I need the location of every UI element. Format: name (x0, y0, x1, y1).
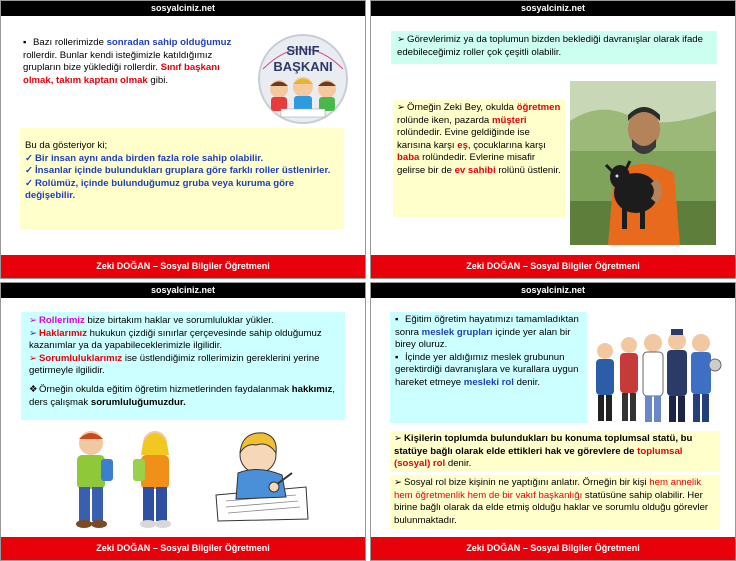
man-with-goat-photo (570, 81, 716, 245)
slide-footer: Zeki DOĞAN – Sosyal Bilgiler Öğretmeni (371, 537, 735, 560)
social-role-box: ➢ Sosyal rol bize kişinin ne yaptığını anlatır. Örneğin bir kişi hem annelik hem öğretmenlik hem de bir vakıf başkanlığı statüsüne sahip olabilir. Her birine bağlı olarak da elde etmiş olduğu haklar ve sorumlu olduğu görevler bulunmaktadır. (390, 475, 720, 529)
diamond-icon: ❖ (29, 383, 38, 395)
bullet-icon: ▪ (23, 37, 27, 48)
badge-text-2: BAŞKANI (273, 59, 333, 74)
check-icon: ✓ (25, 152, 34, 164)
boy-writing-illustration (212, 425, 310, 523)
roles-intro-box: ➢ Görevlerimiz ya da toplumun bizden beklediği davranışlar olarak ifade edebileceğimiz roller çok çeşitli olabilir. (391, 31, 717, 64)
slide-3 (0, 282, 366, 561)
conclusion-intro: Bu da gösteriyor ki; (25, 140, 108, 151)
check-item: ✓ İnsanlar içinde bulundukları gruplara göre farklı roller üstlenirler. (25, 165, 331, 177)
arrow-icon: ➢ (397, 34, 406, 45)
slide-4 (370, 282, 736, 561)
arrow-icon: ➢ (394, 477, 403, 488)
arrow-icon: ➢ (29, 327, 38, 339)
badge-text-1: SINIF (286, 43, 320, 58)
arrow-icon: ➢ (29, 315, 38, 326)
slide-2 (370, 0, 736, 279)
profession-item-groups: ▪ Eğitim öğretim hayatımızı tamamladıktan sonra meslek grupları içinde yer alan bir birey oluruz. (395, 314, 579, 351)
arrow-icon: ➢ (394, 433, 403, 444)
conclusion-box (20, 128, 344, 229)
slide-footer: Zeki DOĞAN – Sosyal Bilgiler Öğretmeni (1, 537, 365, 560)
example-box: ➢ Örneğin Zeki Bey, okulda öğretmen rolünde iken, pazarda müşteri rolündedir. Evine geldiğinde ise karısına karşı eş, çocuklarına karşı baba rolündedir. Evlerine misafir gelirse bir de ev sahibi rolünü üstlenir. (393, 100, 565, 217)
check-icon: ✓ (25, 177, 34, 189)
rights-line-rights: ➢ Haklarımız hukukun çizdiği sınırlar çerçevesinde sahip olduğumuz kazanımlar ya da yapabileceklerimizle ilgilidir. (29, 327, 322, 352)
profession-box (390, 312, 587, 423)
paragraph-acquired-roles: ▪ Bazı rollerimizde sonradan sahip olduğumuz rollerdir. Bunlar kendi isteğimizle katıldığımız grupların bize yüklediği rollerdir. Sınıf başkanı olmak, takım kaptanı olmak gibi. (23, 37, 232, 86)
rights-responsibilities-box (21, 312, 345, 420)
arrow-icon: ➢ (397, 102, 406, 113)
students-illustration (59, 425, 189, 533)
check-item: ✓ Bir insan aynı anda birden fazla role sahip olabilir. (25, 152, 264, 164)
arrow-icon: ➢ (29, 352, 38, 364)
professions-illustration (591, 321, 723, 425)
social-status-box: ➢ Kişilerin toplumda bulundukları bu konuma toplumsal statü, bu statüye bağlı olarak elde ettikleri hak ve görevlere de toplumsal (sosyal) rol denir. (390, 431, 720, 472)
slide-header: sosyalciniz.net (371, 1, 735, 16)
slide-header: sosyalciniz.net (371, 283, 735, 298)
rights-line-roles: ➢ Rollerimiz bize birtakım haklar ve sorumluluklar yükler. (29, 315, 274, 326)
slide-1 (0, 0, 366, 279)
rights-line-responsibilities: ➢ Sorumluluklarımız ise üstlendiğimiz rollerimizin gereklerini yerine getirmeyle ilgilidir. (29, 352, 320, 377)
check-icon: ✓ (25, 165, 34, 177)
slide-header: sosyalciniz.net (1, 283, 365, 298)
profession-item-role: ▪ İçinde yer aldığımız meslek grubunun gerektirdiği davranışlara ve kurallara uygun hareket etmeye mesleki rol denir. (395, 351, 579, 388)
slide-header: sosyalciniz.net (1, 1, 365, 16)
square-bullet-icon: ▪ (395, 351, 399, 363)
check-item: ✓ Rolümüz, içinde bulunduğumuz gruba veya kuruma göre değişebilir. (25, 177, 295, 202)
class-president-badge-image (257, 29, 349, 125)
slide-footer: Zeki DOĞAN – Sosyal Bilgiler Öğretmeni (371, 255, 735, 278)
slide-footer: Zeki DOĞAN – Sosyal Bilgiler Öğretmeni (1, 255, 365, 278)
rights-line-example: ❖Örneğin okulda eğitim öğretim hizmetlerinden faydalanmak hakkımız, ders çalışmak sorumluluğumuzdur. (29, 383, 335, 408)
square-bullet-icon: ▪ (395, 314, 399, 325)
